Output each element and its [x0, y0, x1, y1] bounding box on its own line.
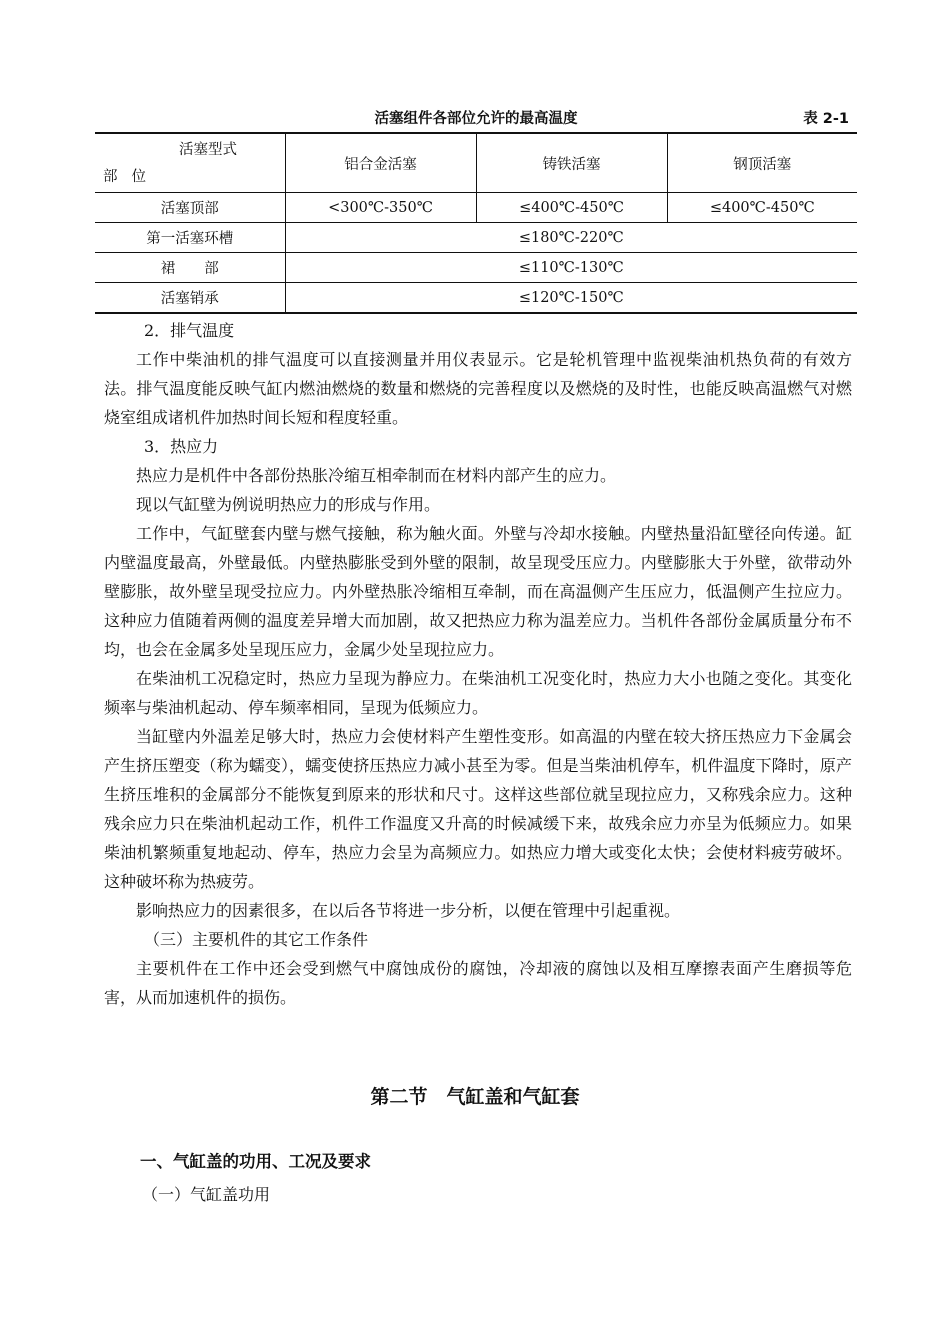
- table-cell: ≤400℃-450℃: [476, 193, 667, 223]
- paragraph: 主要机件在工作中还会受到燃气中腐蚀成份的腐蚀，冷却液的腐蚀以及相互摩擦表面产生磨损等危害，从而加速机件的损伤。: [104, 959, 852, 1007]
- table-caption: [95, 108, 857, 130]
- paragraph: 热应力是机件中各部份热胀冷缩互相牵制而在材料内部产生的应力。: [136, 466, 617, 485]
- temperature-table: [95, 132, 857, 314]
- paragraph: 工作中柴油机的排气温度可以直接测量并用仪表显示。它是轮机管理中监视柴油机热负荷的有效方法。排气温度能反映气缸内燃油燃烧的数量和燃烧的完善程度以及燃烧的及时性，也能反映高温燃气对燃烧室组成诸机件加热时间长短和程度轻重。: [104, 350, 852, 427]
- body-text: [104, 316, 852, 1012]
- row-part-label: 活塞销承: [95, 283, 285, 314]
- paragraph: 当缸壁内外温差足够大时，热应力会使材料产生塑性变形。如高温的内壁在较大挤压热应力下金属会产生挤压塑变（称为蠕变），蠕变使挤压热应力减小甚至为零。但是当柴油机停车，机件温度下降时，原产生挤压堆积的金属部分不能恢复到原来的形状和尺寸。这样这些部位就呈现拉应力，又称残余应力。这种残余应力只在柴油机起动工作，机件工作温度又升高的时候减缓下来，故残余应力亦呈为低频应力。如果柴油机繁频重复地起动、停车，热应力会呈为高频应力。如热应力增大或变化太快；会使材料疲劳破坏。这种破坏称为热疲劳。: [104, 727, 852, 891]
- header-steel-top-piston: 钢顶活塞: [667, 133, 857, 193]
- table-row: [95, 283, 857, 314]
- table-number: 表 2-1: [803, 111, 849, 127]
- section-title: 第二节 气缸盖和气缸套: [370, 1086, 580, 1108]
- table-row: [95, 223, 857, 253]
- table-cell: ≤120℃-150℃: [285, 283, 857, 314]
- heading-cylinder-head: 一、气缸盖的功用、工况及要求: [140, 1152, 371, 1171]
- table-cell: ≤400℃-450℃: [667, 193, 857, 223]
- corner-part-label: 部位: [103, 169, 160, 185]
- table-header-row: [95, 133, 857, 193]
- paragraph: 工作中，气缸壁套内壁与燃气接触，称为触火面。外壁与冷却水接触。内壁热量沿缸壁径向传递。缸内壁温度最高，外壁最低。内壁热膨胀受到外壁的限制，故呈现受压应力。内壁膨胀大于外壁，欲带动外壁膨胀，故外壁呈现受拉应力。内外壁热胀冷缩相互牵制，而在高温侧产生压应力，低温侧产生拉应力。这种应力值随着两侧的温度差异增大而加剧，故又把热应力称为温差应力。当机件各部份金属质量分布不均，也会在金属多处呈现压应力，金属少处呈现拉应力。: [104, 524, 852, 659]
- heading-cylinder-head-function: （一）气缸盖功用: [142, 1185, 271, 1204]
- header-aluminum-piston: 铝合金活塞: [285, 133, 476, 193]
- table-cell: ≤110℃-130℃: [285, 253, 857, 283]
- table-row: [95, 253, 857, 283]
- table-row: [95, 193, 857, 223]
- table-title: 活塞组件各部位允许的最高温度: [374, 111, 578, 127]
- row-part-label: 裙 部: [95, 253, 285, 283]
- paragraph: 在柴油机工况稳定时，热应力呈现为静应力。在柴油机工况变化时，热应力大小也随之变化。其变化频率与柴油机起动、停车频率相同，呈现为低频应力。: [104, 669, 852, 717]
- paragraph: 影响热应力的因素很多，在以后各节将进一步分析，以便在管理中引起重视。: [136, 901, 681, 920]
- paragraph: 现以气缸壁为例说明热应力的形成与作用。: [136, 495, 441, 514]
- subheading-thermal-stress: 3．热应力: [144, 437, 219, 456]
- corner-piston-type-label: 活塞型式: [179, 142, 237, 158]
- header-cast-iron-piston: 铸铁活塞: [476, 133, 667, 193]
- table-corner-cell: [95, 133, 285, 193]
- subheading-exhaust-temperature: 2．排气温度: [144, 321, 235, 340]
- subheading-other-conditions: （三）主要机件的其它工作条件: [144, 930, 369, 949]
- table-cell: ≤180℃-220℃: [285, 223, 857, 253]
- table-cell: <300℃-350℃: [285, 193, 476, 223]
- row-part-label: 活塞顶部: [95, 193, 285, 223]
- row-part-label: 第一活塞环槽: [95, 223, 285, 253]
